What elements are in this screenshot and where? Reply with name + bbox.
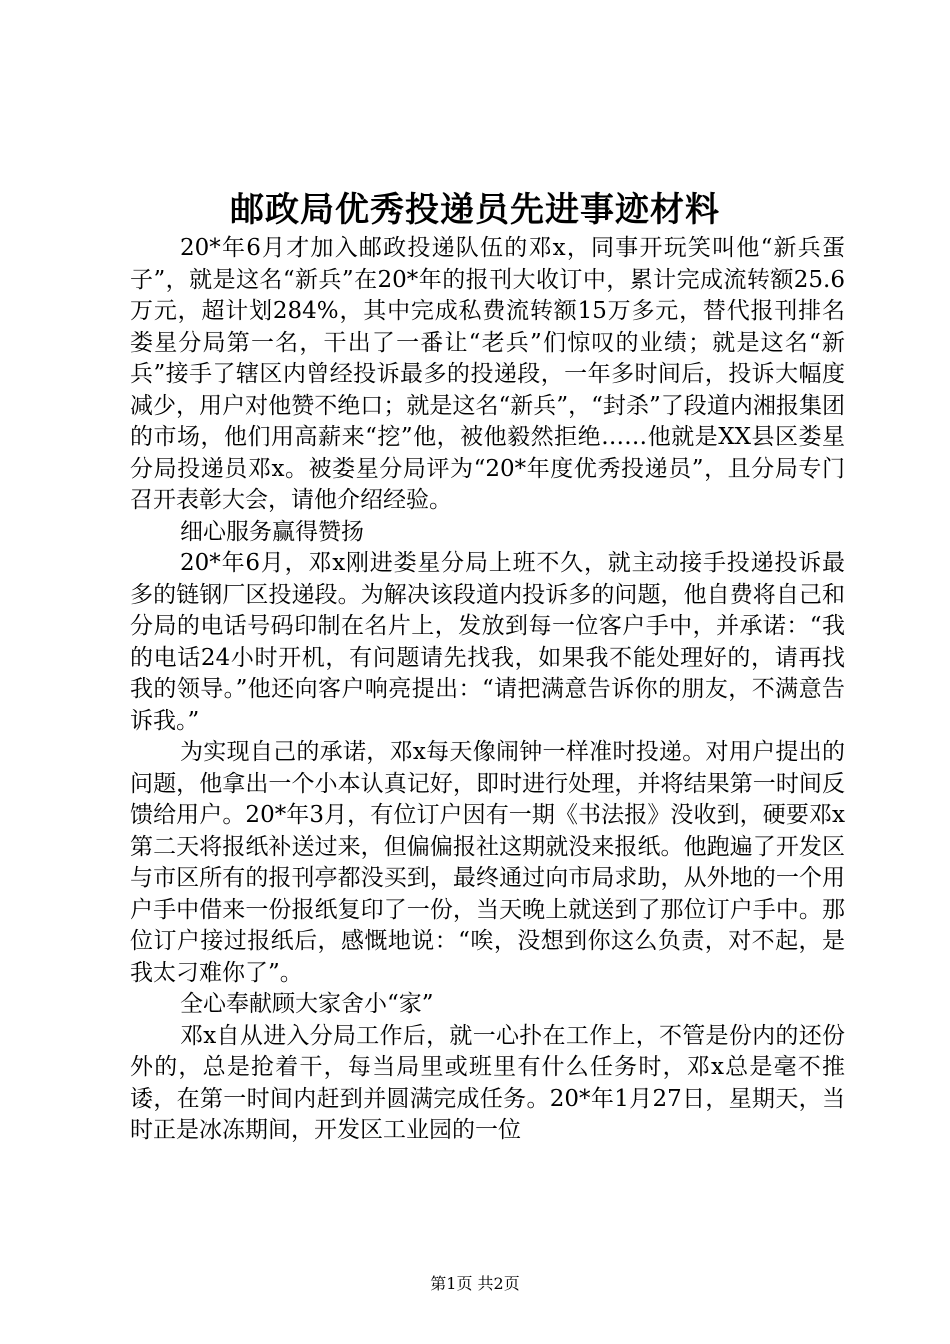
paragraph-service-2: 为实现自己的承诺，邓x每天像闹钟一样准时投递。对用户提出的问题，他拿出一个小本认真记好，即时进行处理，并将结果第一时间反馈给用户。20*年3月，有位订户因有一期《书法报》没收到，硬要邓x第二天将报纸补送过来，但偏偏报社这期就没来报纸。他跑遍了开发区与市区所有的报刊亭都没买到，最终通过向市局求助，从外地的一个用户手中借来一份报纸复印了一份，当天晚上就送到了那位订户手中。那位订户接过报纸后，感慨地说：“唉，没想到你这么负责，对不起，是我太刁难你了”。 xyxy=(130,739,845,986)
paragraph-dedication-1: 邓x自从进入分局工作后，就一心扑在工作上，不管是份内的还份外的，总是抢着干，每当局里或班里有什么任务时，邓x总是毫不推诿，在第一时间内赶到并圆满完成任务。20*年1月27日，星期天，当时正是冰冻期间，开发区工业园的一位 xyxy=(130,1022,845,1143)
paragraph-intro: 20*年6月才加入邮政投递队伍的邓x，同事开玩笑叫他“新兵蛋子”，就是这名“新兵”在20*年的报刊大收订中，累计完成流转额25.6万元，超计划284%，其中完成私费流转额15万多元，替代报刊排名娄星分局第一名，干出了一番让“老兵”们惊叹的业绩；就是这名“新兵”接手了辖区内曾经投诉最多的投递段，一年多时间后，投诉大幅度减少，用户对他赞不绝口；就是这名“新兵”，“封杀”了段道内湘报集团的市场，他们用高薪来“挖”他，被他毅然拒绝……他就是XX县区娄星分局投递员邓x。被娄星分局评为“20*年度优秀投递员”，且分局专门召开表彰大会，请他介绍经验。 xyxy=(130,235,845,513)
section-heading-dedication: 全心奉献顾大家舍小“家” xyxy=(180,991,434,1017)
document-title: 邮政局优秀投递员先进事迹材料 xyxy=(230,190,720,230)
section-heading-service: 细心服务赢得赞扬 xyxy=(180,518,364,545)
page-footer: 第1页 共2页 xyxy=(430,1274,520,1293)
document-body xyxy=(130,233,845,1147)
paragraph-service-1: 20*年6月，邓x刚进娄星分局上班不久，就主动接手投递投诉最多的链钢厂区投递段。为解决该段道内投诉多的问题，他自费将自己和分局的电话号码印制在名片上，发放到每一位客户手中，并承诺：“我的电话24小时开机，有问题请先找我，如果我不能处理好的，请再找我的领导。”他还向客户响亮提出：“请把满意告诉你的朋友，不满意告诉我。” xyxy=(130,550,845,734)
